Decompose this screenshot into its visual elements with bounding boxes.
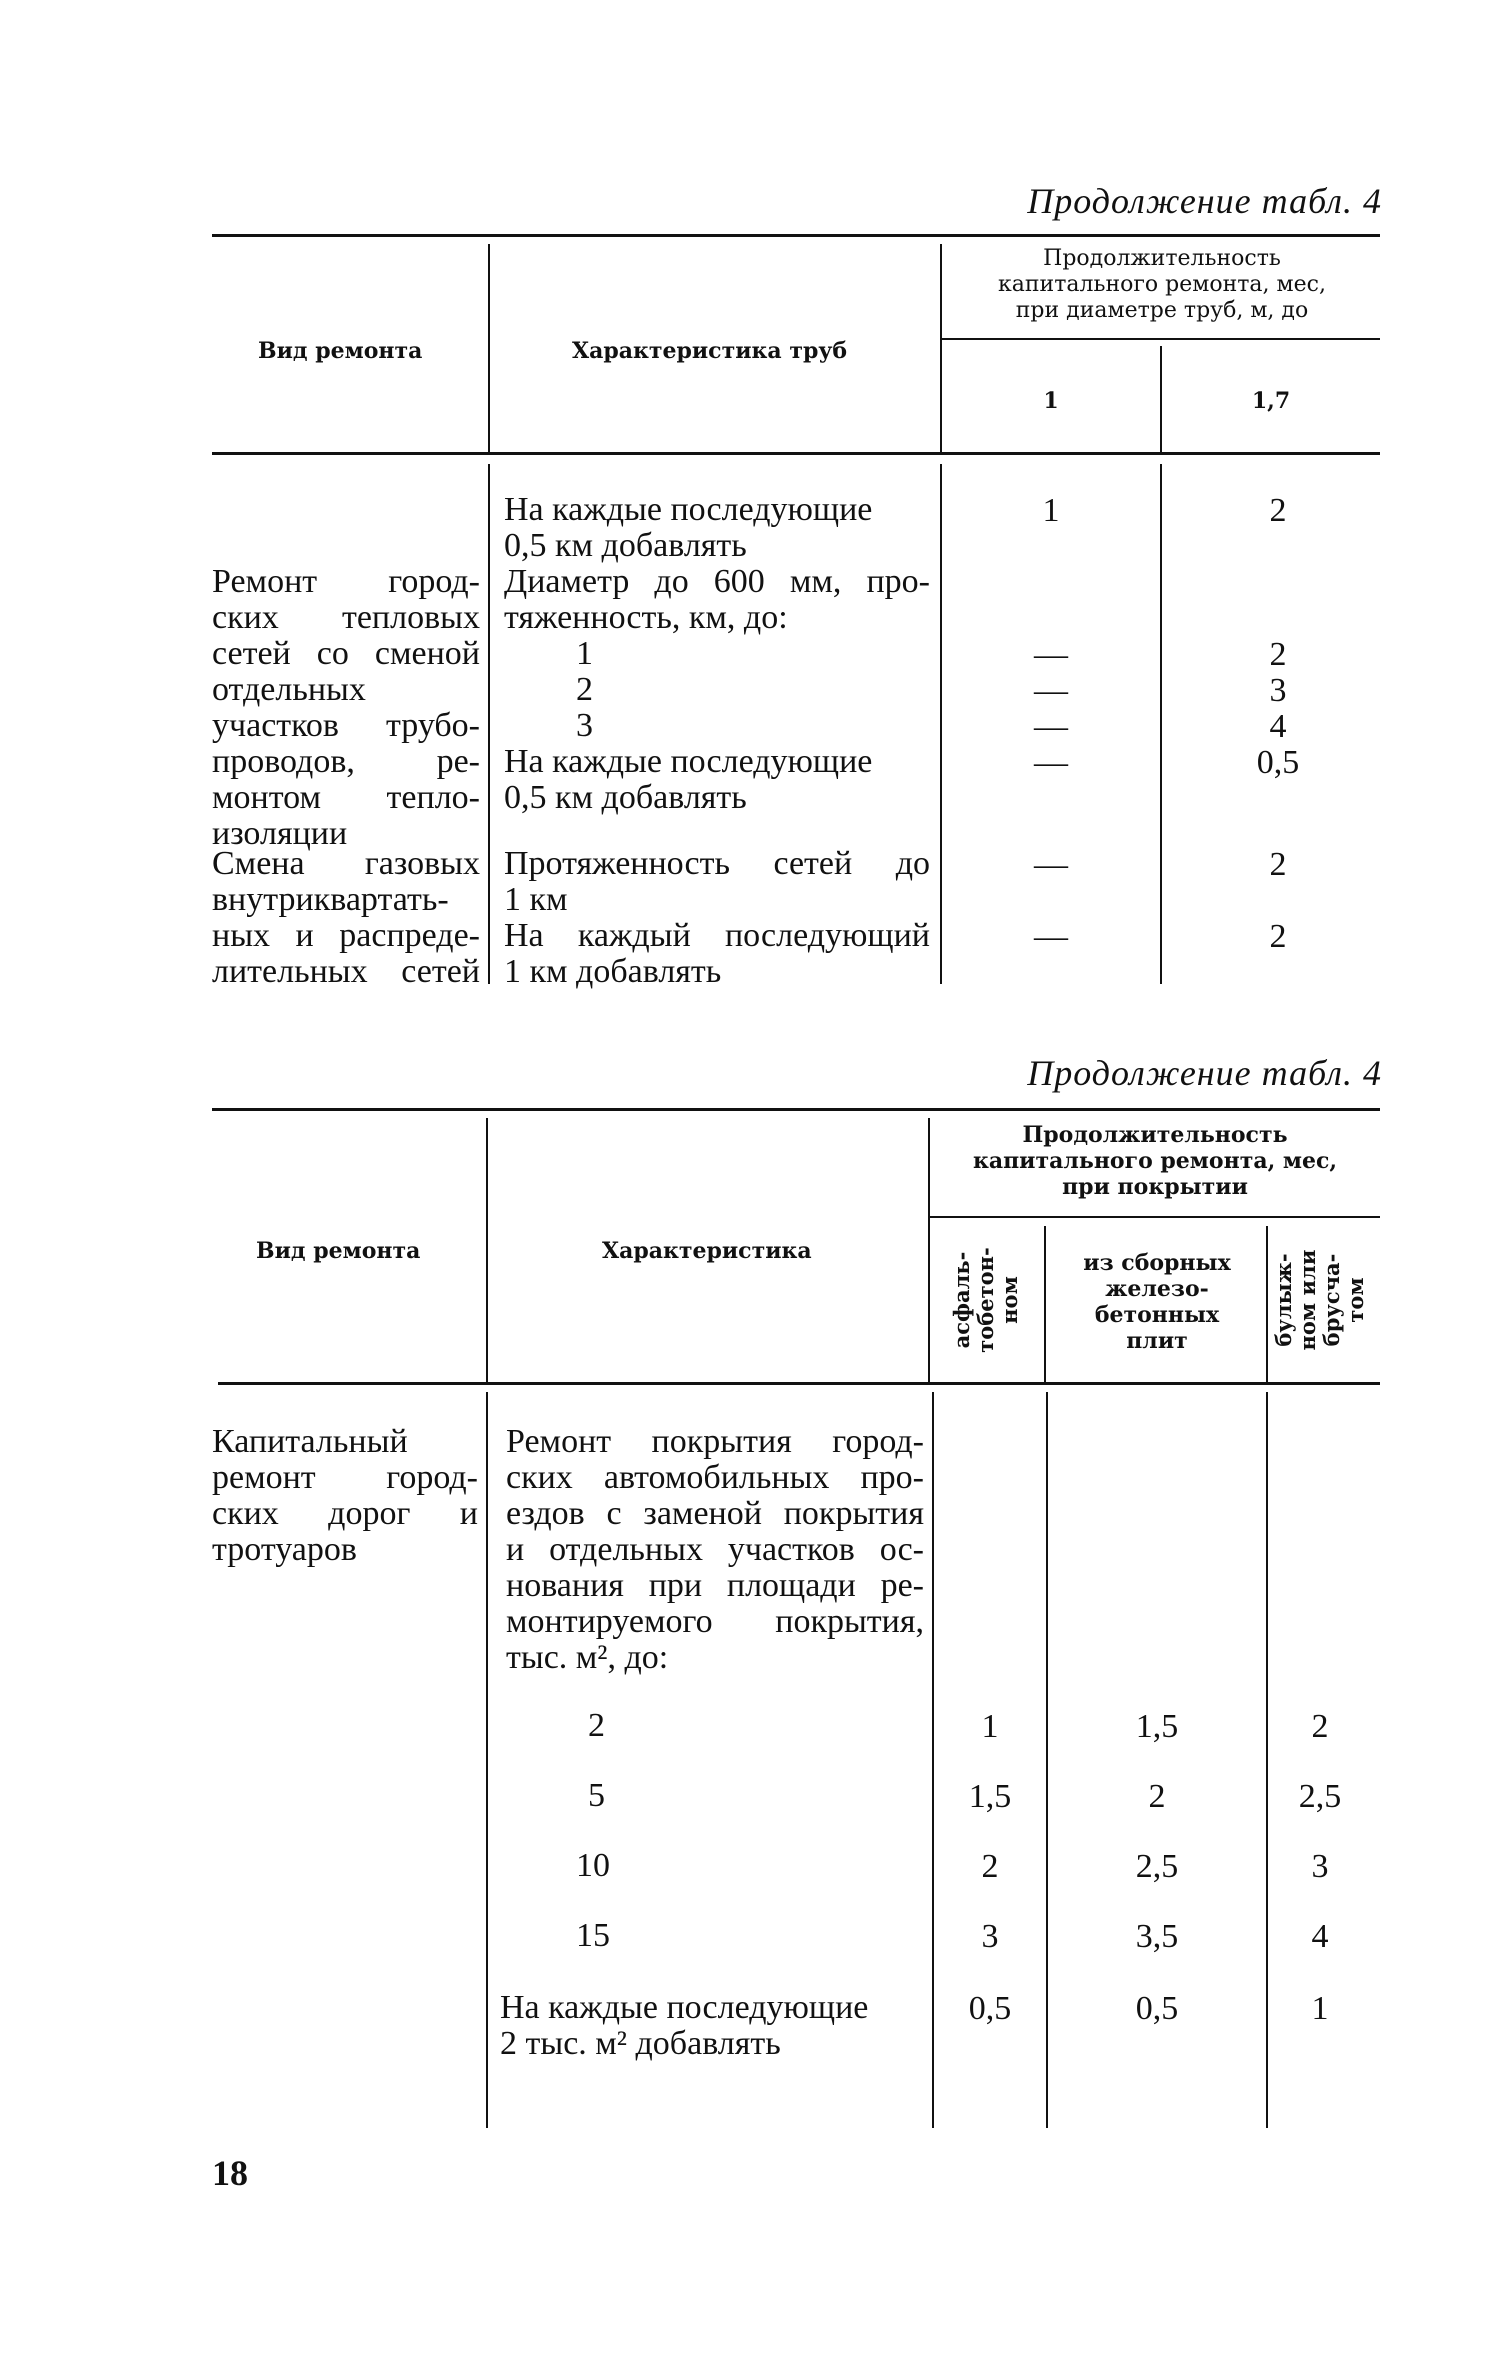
table1-group-a-row-3-v1: — bbox=[1034, 708, 1068, 745]
table1-header-duration: Продолжительность капитального ремонта, мес, при диаметре труб, м, до bbox=[998, 246, 1326, 323]
table1-body-vline-1 bbox=[488, 464, 490, 984]
table1-group-b-row-1-v1: — bbox=[1034, 846, 1068, 883]
table2-row-4-c1: 3 bbox=[981, 1918, 999, 1955]
table2-add-c1: 0,5 bbox=[968, 1990, 1012, 2027]
table2-row-2-c1: 1,5 bbox=[968, 1778, 1012, 1815]
table2-body-vline-1 bbox=[486, 1392, 488, 2128]
table2-header-concrete-plates: из сборных железо- бетонных плит bbox=[1083, 1250, 1231, 1354]
table2-row-2-area: 5 bbox=[588, 1777, 605, 1814]
table2-header-characteristic: Характеристика bbox=[602, 1238, 812, 1264]
table2-row-4-c2: 3,5 bbox=[1135, 1918, 1179, 1955]
table2-repair: Капитальный ремонт город- ских дорог и тротуаров bbox=[212, 1423, 478, 1568]
table2-row-3-c1: 2 bbox=[981, 1848, 999, 1885]
table1-group-b-row-2-v1: — bbox=[1034, 918, 1068, 955]
table2-row-3-c3: 3 bbox=[1311, 1848, 1329, 1885]
table1-vline-2 bbox=[940, 244, 942, 452]
table1-group-b-row-1-text: Протяженность сетей до 1 км bbox=[504, 845, 930, 918]
table1-group-a-add-v2: 0,5 bbox=[1256, 744, 1300, 781]
table1-group-a-add-text: На каждые последующие 0,5 км добавлять bbox=[504, 743, 873, 816]
table2-top-rule bbox=[212, 1108, 1380, 1111]
table1-first-row-v1: 1 bbox=[1042, 492, 1060, 529]
table2-header-duration: Продолжительность капитального ремонта, мес, при покрытии bbox=[972, 1122, 1338, 1200]
table2-vline-3 bbox=[1044, 1226, 1046, 1382]
table1-vline-1 bbox=[488, 244, 490, 452]
table2-row-2-c3: 2,5 bbox=[1298, 1778, 1342, 1815]
table1-header-diameter-2: 1,7 bbox=[1251, 388, 1291, 414]
table1-first-row-v2: 2 bbox=[1269, 492, 1287, 529]
table1-group-a-row-2-label: 2 bbox=[576, 671, 593, 708]
table1-group-a-row-2-v2: 3 bbox=[1269, 672, 1287, 709]
table2-header-repair-type: Вид ремонта bbox=[256, 1238, 421, 1264]
table2-row-4-area: 15 bbox=[576, 1917, 610, 1954]
table2-row-1-c2: 1,5 bbox=[1135, 1708, 1179, 1745]
table2-row-1-area: 2 bbox=[588, 1707, 605, 1744]
table1-group-a-row-1-v1: — bbox=[1034, 636, 1068, 673]
table1-top-rule bbox=[212, 234, 1380, 237]
table2-header-asphalt: асфаль- тобетон- ном bbox=[949, 1247, 1022, 1353]
table1-group-a-row-1-label: 1 bbox=[576, 635, 593, 672]
table2-add-text: На каждые последующие 2 тыс. м² добавлять bbox=[500, 1989, 869, 2062]
table2-add-c2: 0,5 bbox=[1135, 1990, 1179, 2027]
table2-row-3-c2: 2,5 bbox=[1135, 1848, 1179, 1885]
table1-group-a-row-2-v1: — bbox=[1034, 672, 1068, 709]
table1-header-diameter-1: 1 bbox=[1043, 388, 1059, 414]
table1-group-a-characteristic: Диаметр до 600 мм, про- тяженность, км, до: bbox=[504, 563, 930, 636]
table2-row-4-c3: 4 bbox=[1311, 1918, 1329, 1955]
table2-description: Ремонт покрытия город- ских автомобильных про- ездов с заменой покрытия и отдельных участков ос- нования при площади ре- монтируемого покрытия, тыс. м², до: bbox=[506, 1423, 924, 1676]
table2-header-rule bbox=[218, 1382, 1380, 1385]
page-number: 18 bbox=[212, 2153, 248, 2193]
table1-first-row-text: На каждые последующие 0,5 км добавлять bbox=[504, 491, 873, 564]
table2-caption: Продолжение табл. 4 bbox=[1027, 1053, 1382, 1093]
table1-group-b-row-1-v2: 2 bbox=[1269, 846, 1287, 883]
table2-row-2-c2: 2 bbox=[1148, 1778, 1166, 1815]
table2-row-1-c1: 1 bbox=[981, 1708, 999, 1745]
table1-header-characteristic: Характеристика труб bbox=[572, 338, 848, 364]
table1-subheader-rule bbox=[942, 338, 1380, 340]
table2-vline-4 bbox=[1266, 1226, 1268, 1382]
table1-group-a-repair: Ремонт город- ских тепловых сетей со сменой отдельных участков трубо- проводов, ре- монтом тепло- изоляции bbox=[212, 563, 480, 852]
table1-header-rule bbox=[212, 452, 1380, 455]
table2-add-c3: 1 bbox=[1311, 1990, 1329, 2027]
table2-subheader-rule bbox=[930, 1216, 1380, 1218]
table1-header-repair-type: Вид ремонта bbox=[258, 338, 423, 364]
table1-group-a-add-v1: — bbox=[1034, 744, 1068, 781]
table1-group-a-row-3-v2: 4 bbox=[1269, 708, 1287, 745]
table1-group-a-row-3-label: 3 bbox=[576, 707, 593, 744]
table1-group-a-row-1-v2: 2 bbox=[1269, 636, 1287, 673]
table1-group-b-row-2-text: На каждый последующий 1 км добавлять bbox=[504, 917, 930, 990]
table1-caption: Продолжение табл. 4 bbox=[1027, 181, 1382, 221]
table2-header-cobblestone: булыж- ном или брусча- том bbox=[1271, 1249, 1368, 1351]
table2-row-1-c3: 2 bbox=[1311, 1708, 1329, 1745]
table1-group-b-row-2-v2: 2 bbox=[1269, 918, 1287, 955]
table2-row-3-area: 10 bbox=[576, 1847, 610, 1884]
table2-vline-1 bbox=[486, 1118, 488, 1382]
table1-group-b-repair: Смена газовых внутриквартать- ных и распреде- лительных сетей bbox=[212, 845, 480, 990]
